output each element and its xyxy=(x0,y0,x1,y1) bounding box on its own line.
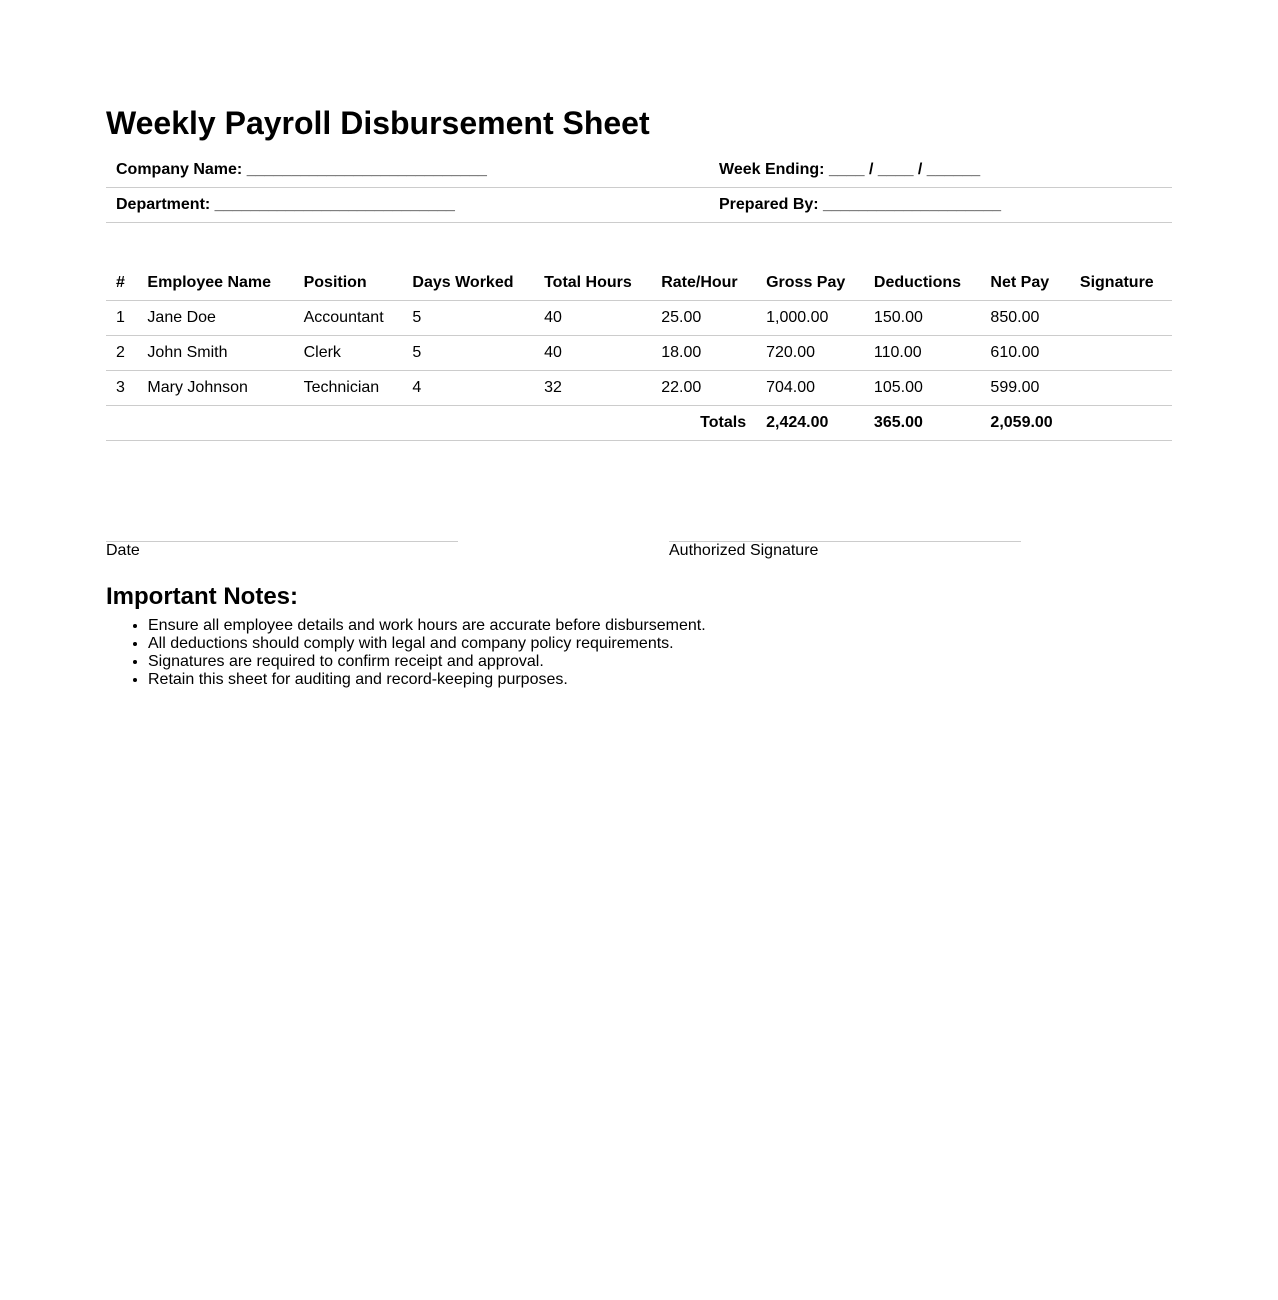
table-row xyxy=(106,371,1172,406)
table-row xyxy=(106,301,1172,336)
authorized-signature-line[interactable] xyxy=(669,541,1021,560)
page-title: Weekly Payroll Disbursement Sheet xyxy=(106,105,650,141)
column-header-gross-pay: Gross Pay xyxy=(756,266,864,301)
date-signature-line[interactable] xyxy=(106,541,458,560)
meta-table xyxy=(106,153,1172,223)
cell-position: Clerk xyxy=(294,336,403,371)
note-item: • Retain this sheet for auditing and record-keeping purposes. xyxy=(148,671,1172,689)
cell-rate-hour: 22.00 xyxy=(651,371,756,406)
cell-total-hours: 40 xyxy=(534,336,651,371)
cell-employee-name: Jane Doe xyxy=(137,301,293,336)
cell-total-hours: 32 xyxy=(534,371,651,406)
cell-position: Accountant xyxy=(294,301,403,336)
department-field[interactable]: Department: ___________________________ xyxy=(106,188,709,223)
table-header-row xyxy=(106,266,1172,301)
cell-deductions: 150.00 xyxy=(864,301,981,336)
cell-days-worked: 4 xyxy=(402,371,534,406)
notes-title: Important Notes: xyxy=(106,583,298,610)
meta-row xyxy=(106,153,1172,188)
week-ending-field[interactable]: Week Ending: ____ / ____ / ______ xyxy=(709,153,1172,188)
note-item: • Signatures are required to confirm receipt and approval. xyxy=(148,653,1172,671)
column-header-signature: Signature xyxy=(1070,266,1172,301)
note-item: • Ensure all employee details and work hours are accurate before disbursement. xyxy=(148,617,1172,635)
cell-position: Technician xyxy=(294,371,403,406)
totals-empty-cell xyxy=(1070,406,1172,441)
cell-net-pay: 850.00 xyxy=(980,301,1069,336)
authorized-signature-label: Authorized Signature xyxy=(669,542,819,559)
note-item: • All deductions should comply with legal and company policy requirements. xyxy=(148,635,1172,653)
cell-gross-pay: 1,000.00 xyxy=(756,301,864,336)
totals-row xyxy=(106,406,1172,441)
cell-signature[interactable] xyxy=(1070,301,1172,336)
column-header-net-pay: Net Pay xyxy=(980,266,1069,301)
cell-gross-pay: 704.00 xyxy=(756,371,864,406)
total-deductions: 365.00 xyxy=(864,406,981,441)
column-header-days-worked: Days Worked xyxy=(402,266,534,301)
table-row xyxy=(106,336,1172,371)
total-net-pay: 2,059.00 xyxy=(980,406,1069,441)
total-gross-pay: 2,424.00 xyxy=(756,406,864,441)
column-header-number: # xyxy=(106,266,137,301)
cell-number: 2 xyxy=(106,336,137,371)
cell-number: 3 xyxy=(106,371,137,406)
column-header-employee-name: Employee Name xyxy=(137,266,293,301)
notes-list xyxy=(106,617,1172,689)
cell-net-pay: 610.00 xyxy=(980,336,1069,371)
cell-days-worked: 5 xyxy=(402,336,534,371)
payroll-table xyxy=(106,266,1172,441)
prepared-by-field[interactable]: Prepared By: ____________________ xyxy=(709,188,1172,223)
totals-label: Totals xyxy=(106,406,756,441)
date-label: Date xyxy=(106,542,140,559)
cell-deductions: 105.00 xyxy=(864,371,981,406)
cell-signature[interactable] xyxy=(1070,371,1172,406)
cell-rate-hour: 25.00 xyxy=(651,301,756,336)
column-header-deductions: Deductions xyxy=(864,266,981,301)
cell-number: 1 xyxy=(106,301,137,336)
cell-rate-hour: 18.00 xyxy=(651,336,756,371)
cell-deductions: 110.00 xyxy=(864,336,981,371)
column-header-position: Position xyxy=(294,266,403,301)
payroll-sheet xyxy=(106,100,1172,689)
cell-employee-name: John Smith xyxy=(137,336,293,371)
column-header-rate-hour: Rate/Hour xyxy=(651,266,756,301)
meta-row xyxy=(106,188,1172,223)
cell-gross-pay: 720.00 xyxy=(756,336,864,371)
cell-signature[interactable] xyxy=(1070,336,1172,371)
company-name-field[interactable]: Company Name: ___________________________ xyxy=(106,153,709,188)
cell-employee-name: Mary Johnson xyxy=(137,371,293,406)
cell-net-pay: 599.00 xyxy=(980,371,1069,406)
column-header-total-hours: Total Hours xyxy=(534,266,651,301)
cell-total-hours: 40 xyxy=(534,301,651,336)
cell-days-worked: 5 xyxy=(402,301,534,336)
signature-section xyxy=(106,441,1172,561)
